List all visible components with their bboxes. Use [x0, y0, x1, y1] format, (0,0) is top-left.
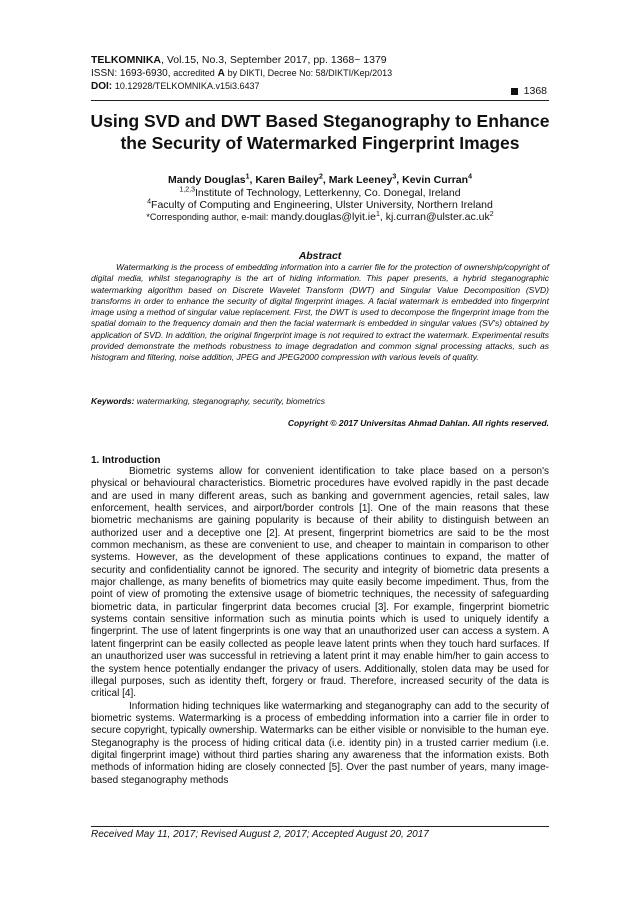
author-sup: 2 — [319, 173, 323, 181]
section-body — [91, 466, 549, 787]
affiliation-sup: 4 — [147, 198, 152, 206]
doi-label: DOI: — [91, 81, 113, 92]
email-sup: 1 — [375, 211, 380, 218]
title-line-1: Using SVD and DWT Based Steganography to Enhance — [90, 111, 550, 131]
section-heading: 1. Introduction — [91, 455, 161, 466]
header-rule — [91, 100, 549, 101]
journal-name: TELKOMNIKA — [91, 54, 161, 66]
author-name: Mark Leeney — [328, 174, 393, 186]
affiliation-sup: 1,2,3 — [179, 186, 195, 194]
accreditation-grade: A — [217, 67, 225, 79]
journal-volume: , Vol.15, No.3, September 2017, pp. 1368~ 1379 — [161, 54, 387, 66]
square-bullet-icon — [511, 88, 518, 95]
affiliation-text: Faculty of Computing and Engineering, Ulster University, Northern Ireland — [151, 199, 493, 211]
author-sup: 4 — [468, 173, 472, 181]
affiliation-2 — [70, 199, 570, 211]
keywords-label: Keywords: — [91, 396, 135, 406]
affiliation-text: Institute of Technology, Letterkenny, Co. Donegal, Ireland — [194, 187, 461, 199]
accreditation-pre: accredited — [173, 67, 215, 78]
author-sup: 3 — [392, 173, 397, 181]
accreditation-post: by DIKTI, Decree No: 58/DIKTI/Kep/2013 — [227, 67, 393, 78]
issn: ISSN: 1693-6930, — [91, 67, 171, 79]
title-line-2: the Security of Watermarked Fingerprint Images — [120, 133, 520, 153]
keywords — [91, 396, 549, 406]
keywords-text: watermarking, steganography, security, biometrics — [134, 396, 326, 406]
received-dates: Received May 11, 2017; Revised August 2, 2017; Accepted August 20, 2017 — [91, 829, 429, 840]
author-sep: , — [396, 174, 403, 186]
paragraph: Information hiding techniques like watermarking and steganography can add to the security of biometric systems. Watermarking is a process of embedding information into a carrier file in order to secure copyright, typically ownership. Watermarks can be either visible or nonvisible to the human eye. Steganography is the process of hiding critical data (i.e. identity pin) in a trusted carrier medium (i.e. digital fingerprint image) without third parties sharing any awareness that the information exists. Both methods of information hiding are closely connected [5]. Over the past number of years, many image-based steganography methods — [91, 700, 549, 786]
footer-rule — [91, 826, 549, 827]
email-sep: , — [379, 211, 386, 223]
issn-line — [91, 67, 549, 81]
author-list — [70, 174, 570, 186]
page-number-block — [511, 85, 547, 97]
email-link-2[interactable]: kj.curran@ulster.ac.uk — [385, 211, 490, 223]
email-sup: 2 — [489, 211, 494, 218]
author-sep: , — [322, 174, 329, 186]
page-number: 1368 — [523, 85, 547, 97]
corresponding-author — [70, 211, 570, 223]
abstract-text: Watermarking is the process of embedding information into a carrier file for the protection of ownership/copyright of digital media, whilst steganography is the art of hiding information. This paper presents, a hybrid steganographic watermarking algorithm based on Discrete Wavelet Transform (DWT) and Singular Value Decomposition (SVD) transforms in order to enhance the security of digital fingerprint images. A facial watermark is embedded into fingerprint image using a method of singular value replacement. First, the DWT is used to decompose the fingerprint image from the spatial domain to the frequency domain and then the facial watermark is embedded in singular values (SV's) obtained by application of SVD. In addition, the original fingerprint image is not required to extract the watermark. Experimental results provided demonstrate the methods robustness to image degradation and common signal processing attacks, such as histogram and filtering, noise addition, JPEG and JPEG2000 compression with various levels of quality. — [91, 262, 549, 363]
author-sup: 1 — [245, 173, 250, 181]
author-sep: , — [249, 174, 256, 186]
journal-citation — [91, 54, 549, 67]
paper-title — [70, 110, 570, 154]
copyright-notice: Copyright © 2017 Universitas Ahmad Dahlan. All rights reserved. — [287, 418, 549, 428]
author-name: Kevin Curran — [402, 174, 469, 186]
journal-header — [91, 54, 549, 94]
author-name: Mandy Douglas — [168, 174, 246, 186]
doi: 10.12928/TELKOMNIKA.v15i3.6437 — [114, 81, 260, 91]
doi-line — [91, 80, 549, 94]
email-link-1[interactable]: mandy.douglas@lyit.ie — [270, 211, 376, 223]
affiliation-1 — [70, 187, 570, 199]
abstract-heading: Abstract — [298, 250, 342, 262]
corresponding-label: *Corresponding author, e-mail: — [146, 212, 271, 222]
author-name: Karen Bailey — [255, 174, 319, 186]
paragraph: Biometric systems allow for convenient identification to take place based on a person's physical or behavioural characteristics. Biometric procedures have evolved rapidly in the past decade and are used in many different areas, such as banking and government agencies, retail sales, law enforcement, health services, and airport/border controls [1]. One of the main reasons that these biometric mechanisms are gaining popularity is because of their ability to distinguish between an authorized user and a deceptive one [2]. At present, fingerprint biometrics are said to be the most common mechanism, as these are convenient to use, and cheaper to maintain in comparison to other systems. However, as the development of these applications continues to expand, the matter of security and confidentiality cannot be ignored. The security and integrity of biometric data presents a major challenge, as many benefits of biometrics may quite easily become impediment. Thus, from the point of view of promoting the extensive usage of biometric techniques, the necessity of safeguarding biometric data, in particular fingerprint data becomes crucial [3]. For example, fingerprint biometric systems contain sensitive information such as minutia points which is used to uniquely identify a fingerprint. The use of latent fingerprints is one way that an unauthorized user can access a system. A latent fingerprint can be easily collected as people leave latent prints when they touch hard surfaces. If an unauthorized user was successful in retrieving a latent print it may enable him/her to gain access to the system hence potentially endanger the privacy of users. Additionally, stolen data may be used for illegal purposes, such as identity theft, forgery or fraud. Therefore, increased security of the data is critical [4]. — [91, 466, 549, 700]
